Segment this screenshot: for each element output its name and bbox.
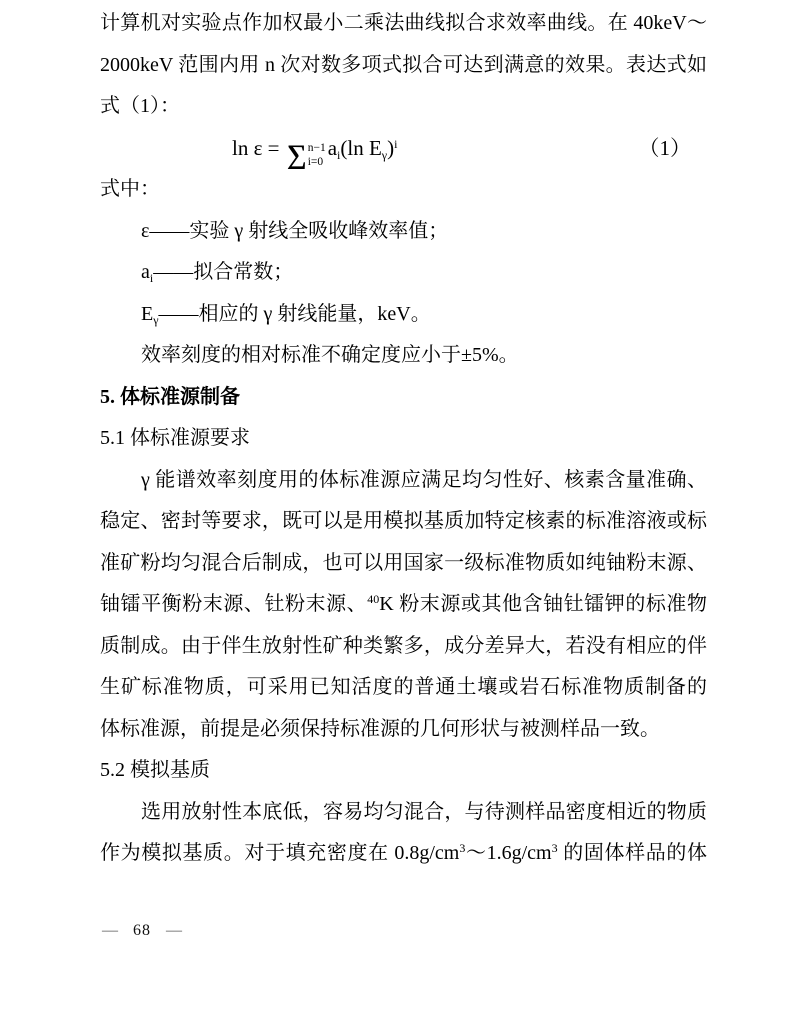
section-5-1-line1: γ 能谱效率刻度用的体标准源应满足均匀性好、核素含量准确、 <box>141 468 707 491</box>
cm3-superscript-2: 3 <box>551 841 558 855</box>
equation-1 <box>100 128 707 170</box>
k40-superscript: 40 <box>367 592 380 606</box>
definition-text: ——相应的 γ 射线能量，keV。 <box>158 302 431 325</box>
density-text-3: 的固体样品的体 <box>557 842 707 864</box>
section-5-2-line1: 选用放射性本底低，容易均匀混合，与待测样品密度相近的物质 <box>141 800 707 823</box>
exponent: i <box>394 136 398 151</box>
section-5-heading: 5. 体标准源制备 <box>100 385 240 408</box>
paragraph1-line1: 计算机对实验点作加权最小二乘法曲线拟合求效率曲线。在 40keV～ <box>100 12 707 34</box>
definition-symbol-sub: γ <box>153 312 159 327</box>
footer-right-dash: — <box>166 922 182 939</box>
paragraph1-line3: 式（1）： <box>100 95 180 117</box>
section-5-2-heading: 5.2 模拟基质 <box>100 759 210 781</box>
summation-limits <box>308 142 326 168</box>
section-5-1-line4 <box>100 584 707 626</box>
definition-symbol-sub: i <box>149 271 154 285</box>
section-5-1-heading: 5.1 体标准源要求 <box>100 427 250 449</box>
definition-text: ——拟合常数； <box>153 261 294 283</box>
summation-lower-limit: i=0 <box>307 155 324 168</box>
sigma-glyph: ∑ <box>286 139 307 169</box>
section-5-1-line7: 体标准源，前提是必须保持标准源的几何形状与被测样品一致。 <box>100 717 660 740</box>
summation-symbol <box>286 139 326 170</box>
density-text-1: 作为模拟基质。对于填充密度在 0.8g/cm <box>100 842 460 864</box>
cm3-superscript-1: 3 <box>459 841 466 855</box>
summation-upper-limit: n−1 <box>307 142 326 155</box>
definition-text: ——实验 γ 射线全吸收峰效率值； <box>149 219 449 242</box>
k40-post-text: K 粉末源或其他含铀钍镭钾的标准物 <box>379 593 707 615</box>
definition-symbol: E <box>141 302 154 325</box>
section-5-1-line3: 准矿粉均匀混合后制成，也可以用国家一级标准物质如纯铀粉末源、 <box>100 551 707 574</box>
definition-symbol: ε <box>141 219 150 242</box>
equation-lhs: ln ε = <box>232 135 280 160</box>
coefficient-subscript: i <box>337 147 341 162</box>
definition-epsilon <box>100 211 707 253</box>
page-footer <box>102 916 182 946</box>
where-label: 式中： <box>100 178 160 200</box>
section-5-1-line2: 稳定、密封等要求，既可以是用模拟基质加特定核素的标准溶液或标 <box>100 510 707 532</box>
argument-open: (ln E <box>340 135 382 160</box>
definition-e-gamma <box>100 294 707 336</box>
section-5-1-line6: 生矿标准物质，可采用已知活度的普通土壤或岩石标准物质制备的 <box>100 676 707 698</box>
uncertainty-note: 效率刻度的相对标准不确定度应小于±5%。 <box>141 344 519 366</box>
argument-close: ) <box>387 135 395 160</box>
paragraph1-line2: 2000keV 范围内用 n 次对数多项式拟合可达到满意的效果。表达式如 <box>100 53 707 76</box>
definition-a <box>100 252 707 294</box>
section-5-1-line5: 质制成。由于伴生放射性矿种类繁多，成分差异大，若没有相应的伴 <box>100 634 707 657</box>
density-text-2: ～1.6g/cm <box>465 842 552 864</box>
definition-symbol: a <box>141 261 150 283</box>
argument-subscript: γ <box>381 147 388 162</box>
page-content <box>100 3 707 875</box>
coefficient-base: a <box>327 135 338 160</box>
section-5-2-line2 <box>100 833 707 875</box>
page-number: 68 <box>133 922 151 939</box>
k40-pre-text: 铀镭平衡粉末源、钍粉末源、 <box>100 593 368 615</box>
footer-left-dash: — <box>102 922 118 939</box>
equation-body <box>232 135 398 169</box>
equation-number: （1） <box>638 135 691 160</box>
